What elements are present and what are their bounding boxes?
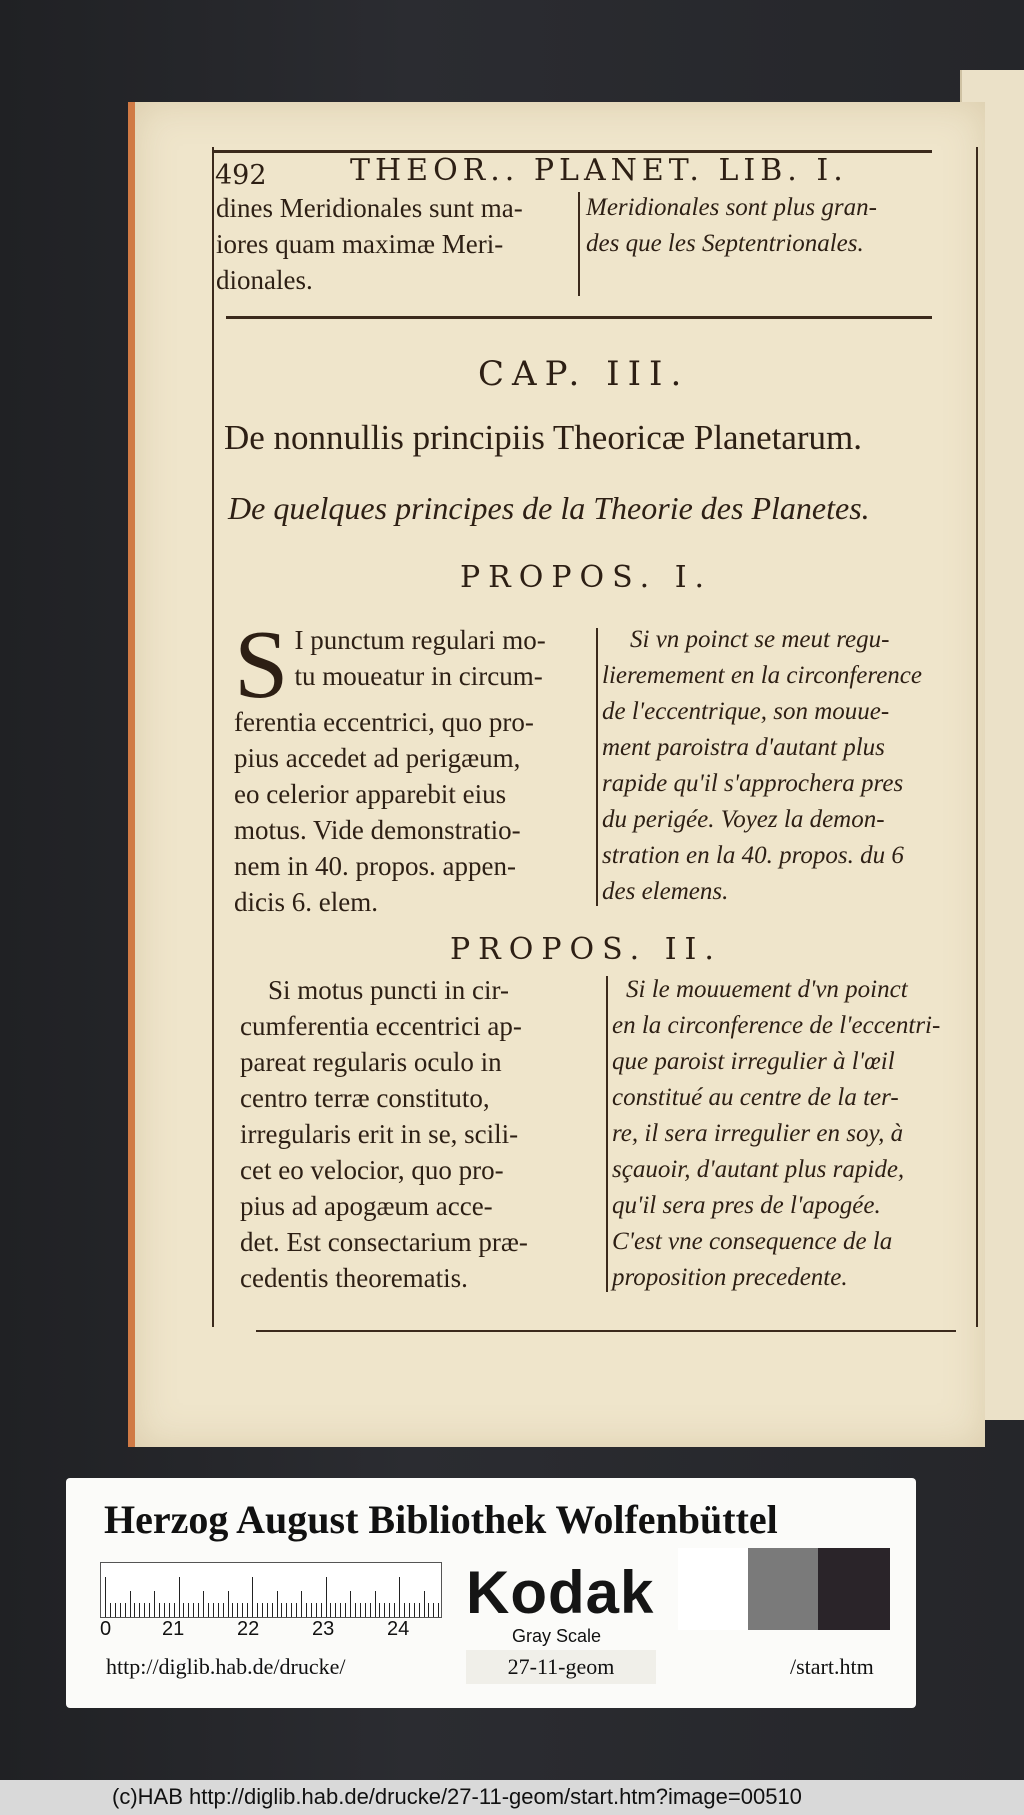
text-line: rapide qu'il s'approchera pres bbox=[602, 770, 904, 797]
running-title: THEOR.. PLANET. LIB. I. bbox=[350, 153, 848, 188]
text-line: Si vn poinct se meut regu- bbox=[630, 626, 890, 653]
bottom-rule bbox=[256, 1330, 956, 1332]
text-line: Meridionales sont plus gran- bbox=[586, 194, 877, 221]
text-line: des que les Septentrionales. bbox=[586, 230, 864, 257]
ruler-tick bbox=[164, 1603, 165, 1617]
ruler-label: 0 bbox=[100, 1618, 112, 1640]
ruler-tick bbox=[355, 1603, 356, 1617]
ruler-tick bbox=[433, 1603, 434, 1617]
ruler-tick bbox=[237, 1603, 238, 1617]
chapter-title-latin: De nonnullis principiis Theoricæ Planetarum. bbox=[224, 418, 862, 457]
ruler-tick bbox=[419, 1603, 420, 1617]
propos-2-heading: PROPOS. II. bbox=[450, 932, 722, 967]
text-line: re, il sera irregulier en soy, à bbox=[612, 1120, 904, 1147]
ruler-tick bbox=[252, 1577, 253, 1617]
text-line: tu moueatur in circum- bbox=[294, 661, 543, 691]
ruler-tick bbox=[438, 1603, 439, 1617]
text-line: des elemens. bbox=[602, 878, 729, 905]
propos-1-french bbox=[602, 622, 922, 910]
ruler-tick bbox=[257, 1603, 258, 1617]
text-line: cumferentia eccentrici ap- bbox=[240, 1011, 522, 1041]
ruler-label: 24 bbox=[387, 1618, 410, 1640]
text-line: en la circonference de l'eccentri- bbox=[612, 1012, 941, 1039]
top-french-column bbox=[586, 190, 877, 262]
text-line: qu'il sera pres de l'apogée. bbox=[612, 1192, 881, 1219]
ruler-tick bbox=[110, 1603, 111, 1617]
text-line: lieremement en la circonference bbox=[602, 662, 922, 689]
ruler-tick bbox=[404, 1603, 405, 1617]
propos-1-heading: PROPOS. I. bbox=[460, 560, 713, 595]
text-line: nem in 40. propos. appen- bbox=[234, 851, 516, 881]
column-divider bbox=[596, 628, 598, 906]
chapter-number: CAP. III. bbox=[478, 354, 690, 394]
ruler-tick bbox=[149, 1603, 150, 1617]
ruler-tick bbox=[198, 1603, 199, 1617]
color-calibration-target bbox=[66, 1478, 916, 1708]
footer-caption: (c)HAB http://diglib.hab.de/drucke/27-11-geom/start.htm?image=00510 bbox=[112, 1784, 802, 1809]
text-line: sçauoir, d'autant plus rapide, bbox=[612, 1156, 905, 1183]
ruler-tick bbox=[365, 1603, 366, 1617]
ruler-tick bbox=[174, 1603, 175, 1617]
ruler-tick bbox=[228, 1591, 229, 1617]
ruler-tick bbox=[316, 1603, 317, 1617]
text-line: dicis 6. elem. bbox=[234, 887, 378, 917]
ruler-tick bbox=[394, 1603, 395, 1617]
swatch-gray bbox=[748, 1548, 818, 1630]
text-line: I punctum regulari mo- bbox=[294, 625, 546, 655]
text-line: cet eo velocior, quo pro- bbox=[240, 1155, 504, 1185]
column-divider bbox=[606, 976, 608, 1292]
ruler-tick bbox=[139, 1603, 140, 1617]
ruler-tick bbox=[428, 1603, 429, 1617]
ruler-tick bbox=[144, 1603, 145, 1617]
ruler-tick bbox=[242, 1603, 243, 1617]
ruler-tick bbox=[321, 1603, 322, 1617]
ruler-tick bbox=[272, 1603, 273, 1617]
text-line: Si le mouuement d'vn poinct bbox=[626, 976, 908, 1003]
ruler-tick bbox=[154, 1591, 155, 1617]
url-right: /start.htm bbox=[790, 1654, 874, 1679]
page-number: 492 bbox=[215, 160, 267, 191]
propos-2-french bbox=[612, 972, 940, 1296]
ruler-tick bbox=[335, 1603, 336, 1617]
ruler-tick bbox=[223, 1603, 224, 1617]
text-line: dionales. bbox=[216, 265, 313, 295]
text-line: dines Meridionales sunt ma- bbox=[216, 193, 523, 223]
text-line: stration en la 40. propos. du 6 bbox=[602, 842, 904, 869]
ruler-tick bbox=[291, 1603, 292, 1617]
ruler-tick bbox=[169, 1603, 170, 1617]
ruler-tick bbox=[375, 1591, 376, 1617]
ruler-tick bbox=[286, 1603, 287, 1617]
ruler-tick bbox=[247, 1603, 248, 1617]
ruler-tick bbox=[188, 1603, 189, 1617]
ruler-tick bbox=[389, 1603, 390, 1617]
text-line: ferentia eccentrici, quo pro- bbox=[234, 707, 534, 737]
gray-scale-label: Gray Scale bbox=[512, 1626, 602, 1646]
ruler-tick bbox=[179, 1577, 180, 1617]
text-line: du perigée. Voyez la demon- bbox=[602, 806, 885, 833]
ruler-tick bbox=[159, 1603, 160, 1617]
text-line: cedentis theorematis. bbox=[240, 1263, 468, 1293]
url-middle: 27-11-geom bbox=[466, 1650, 656, 1684]
footer-bar bbox=[0, 1780, 1024, 1815]
ruler-tick bbox=[306, 1603, 307, 1617]
ruler-tick bbox=[399, 1577, 400, 1617]
drop-cap: S bbox=[234, 611, 289, 719]
ruler-tick bbox=[193, 1603, 194, 1617]
ruler-tick bbox=[379, 1603, 380, 1617]
ruler-tick bbox=[120, 1603, 121, 1617]
ruler-tick bbox=[370, 1603, 371, 1617]
top-latin-column bbox=[216, 190, 523, 298]
ruler-tick bbox=[384, 1603, 385, 1617]
ruler-label: 21 bbox=[162, 1618, 185, 1640]
ruler-tick bbox=[183, 1603, 184, 1617]
kodak-logo: Kodak bbox=[466, 1559, 655, 1626]
text-line: irregularis erit in se, scili- bbox=[240, 1119, 519, 1149]
ruler-tick bbox=[115, 1603, 116, 1617]
ruler-tick bbox=[424, 1591, 425, 1617]
text-line: pareat regularis oculo in bbox=[240, 1047, 502, 1077]
ruler-label: 23 bbox=[312, 1618, 335, 1640]
ruler-tick bbox=[208, 1603, 209, 1617]
text-line: det. Est consectarium præ- bbox=[240, 1227, 528, 1257]
text-line: que paroist irregulier à l'œil bbox=[612, 1048, 895, 1075]
text-line: proposition precedente. bbox=[612, 1264, 848, 1291]
ruler-label: 22 bbox=[237, 1618, 260, 1640]
ruler-tick bbox=[414, 1603, 415, 1617]
ruler-tick bbox=[311, 1603, 312, 1617]
propos-1-latin bbox=[234, 611, 594, 920]
text-line: pius ad apogæum acce- bbox=[240, 1191, 493, 1221]
ruler-tick bbox=[134, 1603, 135, 1617]
ruler-tick bbox=[267, 1603, 268, 1617]
text-line: pius accedet ad perigæum, bbox=[234, 743, 521, 773]
ruler-tick bbox=[296, 1603, 297, 1617]
ruler-tick bbox=[105, 1577, 106, 1617]
ruler-tick bbox=[345, 1603, 346, 1617]
text-line: iores quam maximæ Meri- bbox=[216, 229, 504, 259]
ruler-tick bbox=[360, 1603, 361, 1617]
ruler-tick bbox=[350, 1591, 351, 1617]
ruler-tick bbox=[326, 1577, 327, 1617]
column-divider bbox=[578, 192, 580, 296]
ruler-tick bbox=[277, 1591, 278, 1617]
propos-2-latin bbox=[240, 972, 528, 1296]
measurement-ruler bbox=[100, 1562, 442, 1618]
swatch-black bbox=[818, 1548, 890, 1630]
section-rule bbox=[226, 316, 932, 319]
text-line: ment paroistra d'autant plus bbox=[602, 734, 885, 761]
ruler-tick bbox=[203, 1591, 204, 1617]
text-line: C'est vne consequence de la bbox=[612, 1228, 893, 1255]
ruler-tick bbox=[301, 1591, 302, 1617]
text-line: de l'eccentrique, son mouue- bbox=[602, 698, 890, 725]
text-line: Si motus puncti in cir- bbox=[268, 975, 509, 1005]
ruler-tick bbox=[218, 1603, 219, 1617]
text-line: eo celerior apparebit eius bbox=[234, 779, 507, 809]
ruler-tick bbox=[213, 1603, 214, 1617]
ruler-labels bbox=[100, 1618, 440, 1644]
ruler-tick bbox=[330, 1603, 331, 1617]
ruler-tick bbox=[130, 1591, 131, 1617]
url-left: http://diglib.hab.de/drucke/ bbox=[106, 1654, 346, 1679]
library-name: Herzog August Bibliothek Wolfenbüttel bbox=[104, 1497, 778, 1542]
text-line: motus. Vide demonstratio- bbox=[234, 815, 521, 845]
text-line: constitué au centre de la ter- bbox=[612, 1084, 899, 1111]
ruler-tick bbox=[340, 1603, 341, 1617]
ruler-tick bbox=[232, 1603, 233, 1617]
chapter-title-french: De quelques principes de la Theorie des Planetes. bbox=[228, 490, 870, 526]
ruler-tick bbox=[281, 1603, 282, 1617]
ruler-tick bbox=[262, 1603, 263, 1617]
ruler-tick bbox=[125, 1603, 126, 1617]
text-line: centro terræ constituto, bbox=[240, 1083, 490, 1113]
ruler-tick bbox=[409, 1603, 410, 1617]
